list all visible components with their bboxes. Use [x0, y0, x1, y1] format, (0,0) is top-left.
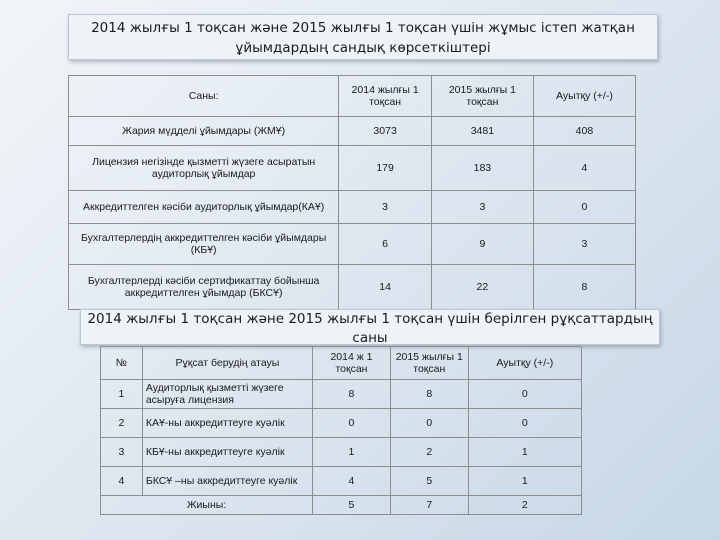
column-header-2014: 2014 ж 1 тоқсан — [313, 347, 391, 380]
value-deviation: 0 — [468, 380, 581, 409]
table-row — [101, 467, 582, 496]
column-header-deviation: Ауытқу (+/-) — [533, 76, 635, 117]
value-2014: 3 — [339, 191, 432, 224]
value-2015: 8 — [390, 380, 468, 409]
value-deviation: 3 — [533, 224, 635, 265]
column-header-2014: 2014 жылғы 1 тоқсан — [339, 76, 432, 117]
value-2014: 3073 — [339, 117, 432, 146]
value-2015: 5 — [390, 467, 468, 496]
value-2014: 1 — [313, 438, 391, 467]
value-deviation: 0 — [533, 191, 635, 224]
table-row — [101, 380, 582, 409]
table-row — [101, 438, 582, 467]
table-row — [69, 146, 636, 191]
total-label: Жиыны: — [101, 496, 313, 515]
value-2015: 0 — [390, 409, 468, 438]
value-2015: 22 — [431, 265, 533, 310]
value-deviation: 1 — [468, 438, 581, 467]
table-row — [101, 409, 582, 438]
total-2014: 5 — [313, 496, 391, 515]
row-number: 3 — [101, 438, 143, 467]
organizations-table — [68, 75, 636, 310]
value-deviation: 1 — [468, 467, 581, 496]
section2-title — [80, 309, 660, 345]
permit-name: КБҰ-ны аккредиттеуге куәлік — [142, 438, 312, 467]
value-2015: 183 — [431, 146, 533, 191]
value-2014: 6 — [339, 224, 432, 265]
value-2014: 14 — [339, 265, 432, 310]
row-label: Аккредиттелген кәсіби аудиторлық ұйымдар(КАҰ) — [69, 191, 339, 224]
section1-title-text: 2014 жылғы 1 тоқсан және 2015 жылғы 1 тоқсан үшін жұмыс істеп жатқан ұйымдардың сандық көрсеткіштері — [91, 20, 635, 56]
value-2015: 2 — [390, 438, 468, 467]
section1-title — [68, 14, 658, 60]
value-deviation: 4 — [533, 146, 635, 191]
value-deviation: 408 — [533, 117, 635, 146]
table-row — [69, 117, 636, 146]
permit-name: Аудиторлық қызметті жүзеге асыруға лицензия — [142, 380, 312, 409]
row-number: 2 — [101, 409, 143, 438]
value-deviation: 8 — [533, 265, 635, 310]
value-2014: 4 — [313, 467, 391, 496]
table-header-row — [69, 76, 636, 117]
total-deviation: 2 — [468, 496, 581, 515]
table-header-row — [101, 347, 582, 380]
row-label: Бухгалтерлерді кәсіби сертификаттау бойынша аккредиттелген ұйымдар (БКСҰ) — [69, 265, 339, 310]
permit-name: БКСҰ –ны аккредиттеуге куәлік — [142, 467, 312, 496]
column-header-2015: 2015 жылғы 1 тоқсан — [390, 347, 468, 380]
total-row — [101, 496, 582, 515]
row-number: 4 — [101, 467, 143, 496]
permit-name: КАҰ-ны аккредиттеуге куәлік — [142, 409, 312, 438]
permits-table — [100, 346, 582, 515]
table-row — [69, 224, 636, 265]
value-2014: 0 — [313, 409, 391, 438]
column-header-number: № — [101, 347, 143, 380]
row-label: Лицензия негізінде қызметті жүзеге асыратын аудиторлық ұйымдар — [69, 146, 339, 191]
column-header-count: Саны: — [69, 76, 339, 117]
column-header-2015: 2015 жылғы 1 тоқсан — [431, 76, 533, 117]
row-number: 1 — [101, 380, 143, 409]
total-2015: 7 — [390, 496, 468, 515]
value-deviation: 0 — [468, 409, 581, 438]
section2-title-text: 2014 жылғы 1 тоқсан және 2015 жылғы 1 тоқсан үшін берілген рұқсаттардың саны — [87, 311, 653, 345]
column-header-permit-name: Рұқсат берудің атауы — [142, 347, 312, 380]
value-2015: 3 — [431, 191, 533, 224]
value-2015: 3481 — [431, 117, 533, 146]
column-header-deviation: Ауытқу (+/-) — [468, 347, 581, 380]
row-label: Бухгалтерлердің аккредиттелген кәсіби ұйымдары (КБҰ) — [69, 224, 339, 265]
table-row — [69, 191, 636, 224]
value-2014: 8 — [313, 380, 391, 409]
value-2014: 179 — [339, 146, 432, 191]
row-label: Жария мүдделі ұйымдары (ЖМҰ) — [69, 117, 339, 146]
value-2015: 9 — [431, 224, 533, 265]
table-row — [69, 265, 636, 310]
